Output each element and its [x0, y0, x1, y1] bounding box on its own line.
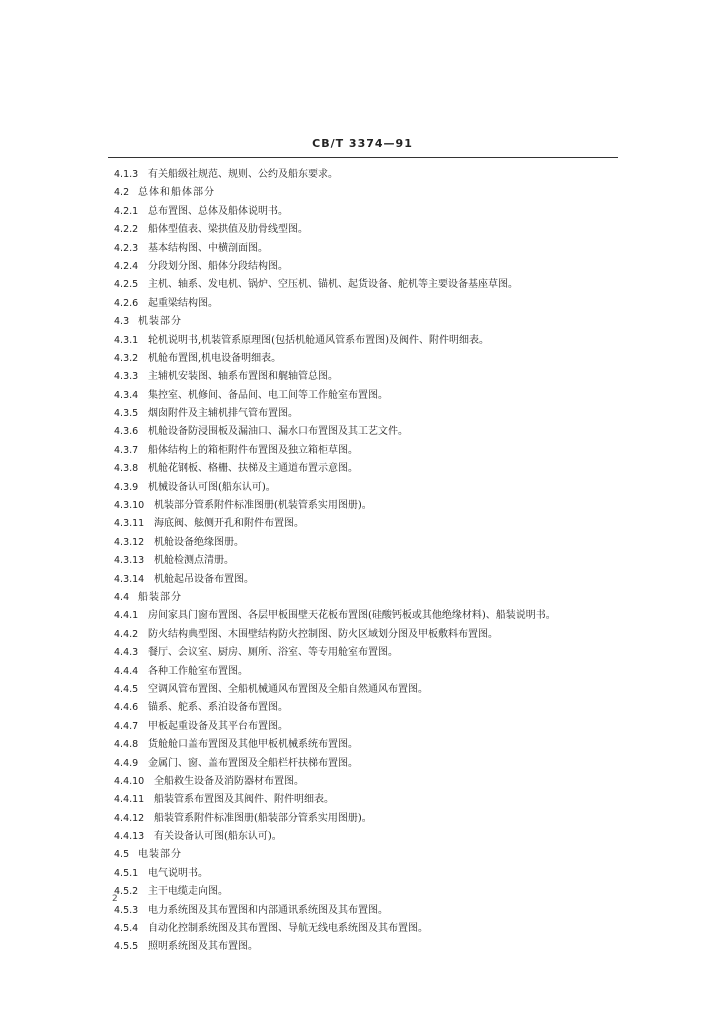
item-text: 甲板起重设备及其平台布置图。	[148, 720, 288, 732]
item-text: 货舱舱口盖布置图及其他甲板机械系统布置图。	[148, 739, 358, 751]
page-number: 2	[112, 894, 118, 904]
list-item	[114, 387, 614, 405]
list-item	[114, 332, 614, 350]
item-text: 船体型值表、梁拱值及肋骨线型图。	[148, 224, 308, 236]
item-text: 总体和船体部分	[138, 187, 215, 199]
item-number: 4.3.11	[114, 518, 145, 530]
list-item	[114, 276, 614, 294]
list-item	[114, 938, 614, 956]
item-text: 锚系、舵系、系泊设备布置图。	[148, 702, 288, 714]
list-item	[114, 718, 614, 736]
item-number: 4.3.3	[114, 371, 139, 383]
item-number: 4.5	[114, 849, 130, 861]
item-number: 4.5.5	[114, 941, 139, 953]
item-number: 4.4.10	[114, 775, 145, 787]
item-number: 4.4.7	[114, 720, 139, 732]
item-number: 4.5.4	[114, 923, 139, 935]
item-text: 照明系统图及其布置图。	[148, 941, 258, 953]
list-item	[114, 368, 614, 386]
item-text: 餐厅、会议室、厨房、厕所、浴室、等专用舱室布置图。	[148, 647, 398, 659]
item-text: 船体结构上的箱柜附件布置图及独立箱柜草图。	[148, 444, 358, 456]
item-text: 电装部分	[138, 849, 182, 861]
item-text: 基本结构图、中横剖面图。	[148, 242, 268, 254]
item-text: 各种工作舱室布置图。	[148, 665, 248, 677]
list-item	[114, 295, 614, 313]
item-number: 4.4.5	[114, 683, 139, 695]
item-text: 主干电缆走向图。	[148, 886, 228, 898]
list-item	[114, 883, 614, 901]
item-number: 4.2.5	[114, 279, 139, 291]
list-item	[114, 552, 614, 570]
list-item	[114, 865, 614, 883]
list-item	[114, 663, 614, 681]
list-item	[114, 571, 614, 589]
item-number: 4.2	[114, 187, 130, 199]
item-number: 4.4.11	[114, 794, 145, 806]
item-text: 船装管系附件标准图册(船装部分管系实用图册)。	[154, 812, 372, 824]
list-item	[114, 166, 614, 184]
item-number: 4.3	[114, 316, 130, 328]
item-text: 机舱检测点清册。	[154, 555, 234, 567]
item-number: 4.3.14	[114, 573, 145, 585]
item-text: 分段划分图、船体分段结构图。	[148, 260, 288, 272]
item-text: 空调风管布置图、全船机械通风布置图及全船自然通风布置图。	[148, 683, 428, 695]
item-text: 轮机说明书,机装管系原理图(包括机舱通风管系布置图)及阀件、附件明细表。	[148, 334, 489, 346]
item-number: 4.4.4	[114, 665, 139, 677]
item-number: 4.3.9	[114, 481, 139, 493]
item-text: 起重梁结构图。	[148, 297, 218, 309]
item-number: 4.4.3	[114, 647, 139, 659]
document-body	[114, 166, 614, 957]
item-number: 4.4.9	[114, 757, 139, 769]
list-item	[114, 442, 614, 460]
list-item	[114, 828, 614, 846]
list-item	[114, 791, 614, 809]
list-item	[114, 240, 614, 258]
list-item	[114, 626, 614, 644]
item-number: 4.4	[114, 591, 130, 603]
item-number: 4.5.1	[114, 867, 139, 879]
item-text: 全船救生设备及消防器材布置图。	[154, 775, 304, 787]
item-number: 4.4.2	[114, 628, 139, 640]
item-text: 机舱花钢板、格栅、扶梯及主通道布置示意图。	[148, 463, 358, 475]
list-item	[114, 699, 614, 717]
item-number: 4.2.4	[114, 260, 139, 272]
item-text: 集控室、机修间、备品间、电工间等工作舱室布置图。	[148, 389, 388, 401]
list-item	[114, 460, 614, 478]
item-text: 金属门、窗、盖布置图及全船栏杆扶梯布置图。	[148, 757, 358, 769]
item-number: 4.1.3	[114, 169, 139, 180]
item-number: 4.4.8	[114, 739, 139, 751]
section-heading	[114, 313, 614, 331]
item-text: 船装部分	[138, 591, 182, 603]
list-item	[114, 258, 614, 276]
item-number: 4.3.12	[114, 536, 145, 548]
section-heading	[114, 184, 614, 202]
list-item	[114, 479, 614, 497]
section-heading	[114, 846, 614, 864]
item-number: 4.3.7	[114, 444, 139, 456]
list-item	[114, 515, 614, 533]
item-text: 主机、轴系、发电机、锅炉、空压机、锚机、起货设备、舵机等主要设备基座草图。	[148, 279, 518, 291]
item-text: 机械设备认可图(船东认可)。	[148, 481, 276, 493]
item-number: 4.2.3	[114, 242, 139, 254]
standard-code-header: CB/T 3374—91	[312, 137, 413, 150]
item-text: 电力系统图及其布置图和内部通讯系统图及其布置图。	[148, 904, 388, 916]
item-text: 机舱设备绝缘图册。	[154, 536, 244, 548]
item-number: 4.2.6	[114, 297, 139, 309]
item-text: 房间家具门窗布置图、各层甲板围壁天花板布置图(硅酸钙板或其他绝缘材料)、船装说明书。	[148, 610, 556, 622]
list-item	[114, 920, 614, 938]
item-text: 自动化控制系统图及其布置图、导航无线电系统图及其布置图。	[148, 923, 428, 935]
list-item	[114, 497, 614, 515]
list-item	[114, 221, 614, 239]
item-text: 机舱布置图,机电设备明细表。	[148, 352, 282, 364]
item-number: 4.4.12	[114, 812, 145, 824]
item-number: 4.4.6	[114, 702, 139, 714]
item-number: 4.2.2	[114, 224, 139, 236]
item-text: 防火结构典型图、木围壁结构防火控制图、防火区域划分图及甲板敷料布置图。	[148, 628, 498, 640]
list-item	[114, 681, 614, 699]
item-text: 海底阀、舷侧开孔和附件布置图。	[154, 518, 304, 530]
item-number: 4.5.3	[114, 904, 139, 916]
item-text: 有关设备认可图(船东认可)。	[154, 831, 282, 843]
list-item	[114, 773, 614, 791]
section-heading	[114, 589, 614, 607]
list-item	[114, 423, 614, 441]
item-number: 4.3.8	[114, 463, 139, 475]
item-number: 4.4.1	[114, 610, 139, 622]
item-text: 机装部分	[138, 316, 182, 328]
list-item	[114, 810, 614, 828]
item-text: 总布置图、总体及船体说明书。	[148, 205, 288, 217]
item-number: 4.3.2	[114, 352, 139, 364]
list-item	[114, 350, 614, 368]
list-item	[114, 644, 614, 662]
list-item	[114, 607, 614, 625]
item-number: 4.3.1	[114, 334, 139, 346]
list-item	[114, 736, 614, 754]
list-item	[114, 902, 614, 920]
list-item	[114, 534, 614, 552]
item-number: 4.3.13	[114, 555, 145, 567]
item-text: 机舱设备防浸围板及漏油口、漏水口布置图及其工艺文件。	[148, 426, 408, 438]
list-item	[114, 405, 614, 423]
item-text: 主辅机安装图、轴系布置图和艉轴管总图。	[148, 371, 338, 383]
item-number: 4.5.2	[114, 886, 139, 898]
item-number: 4.3.6	[114, 426, 139, 438]
item-number: 4.2.1	[114, 205, 139, 217]
item-number: 4.3.10	[114, 500, 145, 512]
item-text: 有关船级社规范、规则、公约及船东要求。	[148, 169, 338, 180]
item-text: 电气说明书。	[148, 867, 208, 879]
item-text: 机舱起吊设备布置图。	[154, 573, 254, 585]
item-number: 4.3.5	[114, 408, 139, 420]
item-text: 机装部分管系附件标准图册(机装管系实用图册)。	[154, 500, 372, 512]
item-number: 4.4.13	[114, 831, 145, 843]
list-item	[114, 755, 614, 773]
item-number: 4.3.4	[114, 389, 139, 401]
header-rule	[108, 157, 618, 158]
list-item	[114, 203, 614, 221]
item-text: 烟囱附件及主辅机排气管布置图。	[148, 408, 298, 420]
item-text: 船装管系布置图及其阀件、附件明细表。	[154, 794, 334, 806]
